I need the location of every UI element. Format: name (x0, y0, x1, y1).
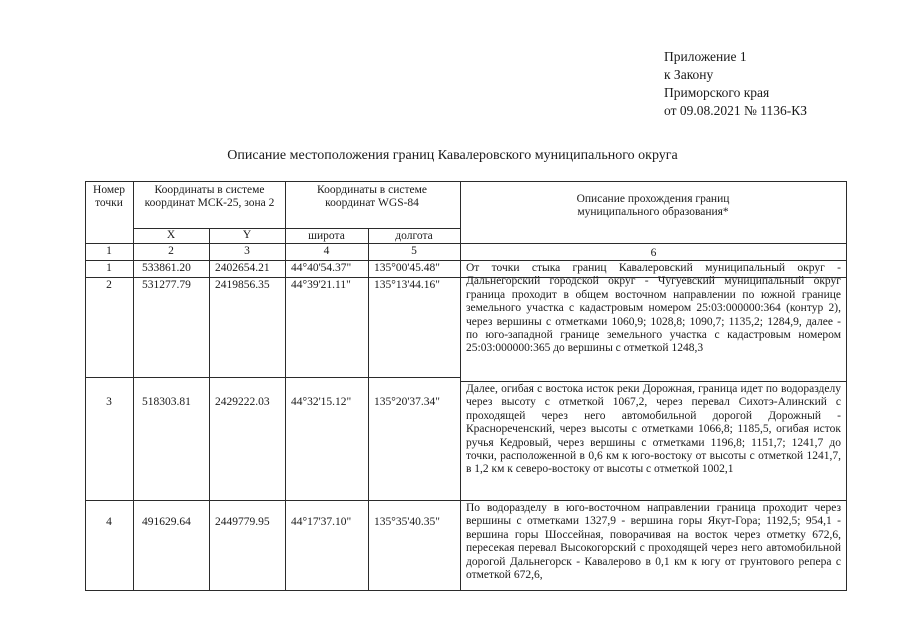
table-row-point-number: 1 (106, 262, 112, 274)
table-rule (460, 381, 847, 382)
table-row-longitude: 135°13'44.16" (374, 279, 440, 291)
column-number: 2 (168, 245, 174, 257)
table-rule (85, 181, 847, 182)
table-row-y: 2419856.35 (215, 279, 270, 291)
appendix-line: от 09.08.2021 № 1136-КЗ (664, 103, 807, 118)
boundary-description: От точки стыка границ Кавалеровский муниципальный округ - Дальнегорский городской округ - Чугуевский муниципальный округ граница проходит в общем восточном направлении по южной границе земельного участка с кадастровым номером 25:03:000000:364 (контур 2), через вершины с отметками 1060,9; 1028,8; 1090,7; 1135,2; 1284,9, далее - по юго-западной границе земельного участка с кадастровым номером 25:03:000000:365 до вершины с отметкой 1248,3 (466, 262, 841, 355)
appendix-block (664, 48, 807, 120)
table-row-longitude: 135°00'45.48" (374, 262, 440, 274)
table-rule (460, 181, 461, 591)
boundary-description: По водоразделу в юго-восточном направлении граница проходит через вершины с отметками 1327,9 - вершина горы Якут-Гора; 1192,5; 954,1 - вершина горы Шоссейная, поворачивая на восток через отметку 672,6, пересекая перевал Высокогорский с проходящей через него автомобильной дорогой Дальнегорск - Кавалерово в 0,1 км к югу от грунтового репера с отметкой 672,6, (466, 502, 841, 582)
table-row-point-number: 3 (106, 396, 112, 408)
table-row-x: 491629.64 (142, 516, 191, 528)
table-row-longitude: 135°20'37.34" (374, 396, 440, 408)
header-y: Y (242, 229, 252, 241)
table-rule (85, 500, 847, 501)
column-number: 1 (106, 245, 112, 257)
table-rule (846, 181, 847, 591)
boundary-table (85, 181, 847, 591)
table-row-x: 518303.81 (142, 396, 191, 408)
table-rule (133, 181, 134, 591)
table-row-y: 2402654.21 (215, 262, 270, 274)
header-longitude: долгота (395, 230, 433, 242)
table-rule (85, 377, 460, 378)
table-row-latitude: 44°17'37.10" (291, 516, 352, 528)
table-rule (85, 181, 86, 591)
table-row-x: 533861.20 (142, 262, 191, 274)
header-msk-coordinates: Координаты в системе координат МСК-25, зона 2 (144, 184, 275, 209)
column-number: 3 (244, 245, 250, 257)
table-rule (85, 260, 847, 261)
appendix-line: к Закону (664, 67, 714, 82)
table-row-latitude: 44°40'54.37" (291, 262, 352, 274)
table-row-x: 531277.79 (142, 279, 191, 291)
column-number: 6 (650, 247, 657, 259)
column-number: 5 (411, 245, 417, 257)
header-latitude: широта (308, 230, 345, 242)
table-rule (368, 228, 369, 591)
header-wgs-coordinates: Координаты в системе координат WGS-84 (317, 184, 427, 209)
appendix-line: Приложение 1 (664, 49, 747, 64)
header-point-number: Номер точки (93, 184, 125, 209)
table-row-latitude: 44°39'21.11" (291, 279, 351, 291)
table-rule (85, 590, 847, 591)
document-title: Описание местоположения границ Кавалеровского муниципального округа (227, 148, 678, 163)
table-row-point-number: 2 (106, 279, 112, 291)
header-x: X (166, 229, 176, 241)
header-description: Описание прохождения границ муниципального образования* (576, 193, 730, 218)
column-number: 4 (323, 245, 330, 257)
table-row-y: 2449779.95 (215, 516, 270, 528)
table-rule (209, 228, 210, 591)
table-rule (85, 243, 847, 244)
table-row-longitude: 135°35'40.35" (374, 516, 440, 528)
boundary-description: Далее, огибая с востока исток реки Дорожная, граница идет по водоразделу через высоту с отметкой 1067,2, через перевал Сихотэ-Алинский с проходящей через него автомобильной дорогой Дорожный - Краснореченский, через высоты с отметками 1066,8; 1185,5, огибая исток ручья Кедровый, через вершины с отметками 1196,8; 1151,7; 1241,7 до точки, расположенной в 0,6 км к юго-востоку от высоты с отметкой 1241,7, в 1,2 км к северо-востоку от высоты с отметкой 1002,1 (466, 383, 841, 476)
table-row-y: 2429222.03 (215, 396, 270, 408)
table-row-latitude: 44°32'15.12" (291, 396, 352, 408)
table-row-point-number: 4 (106, 516, 112, 528)
appendix-line: Приморского края (664, 85, 770, 100)
